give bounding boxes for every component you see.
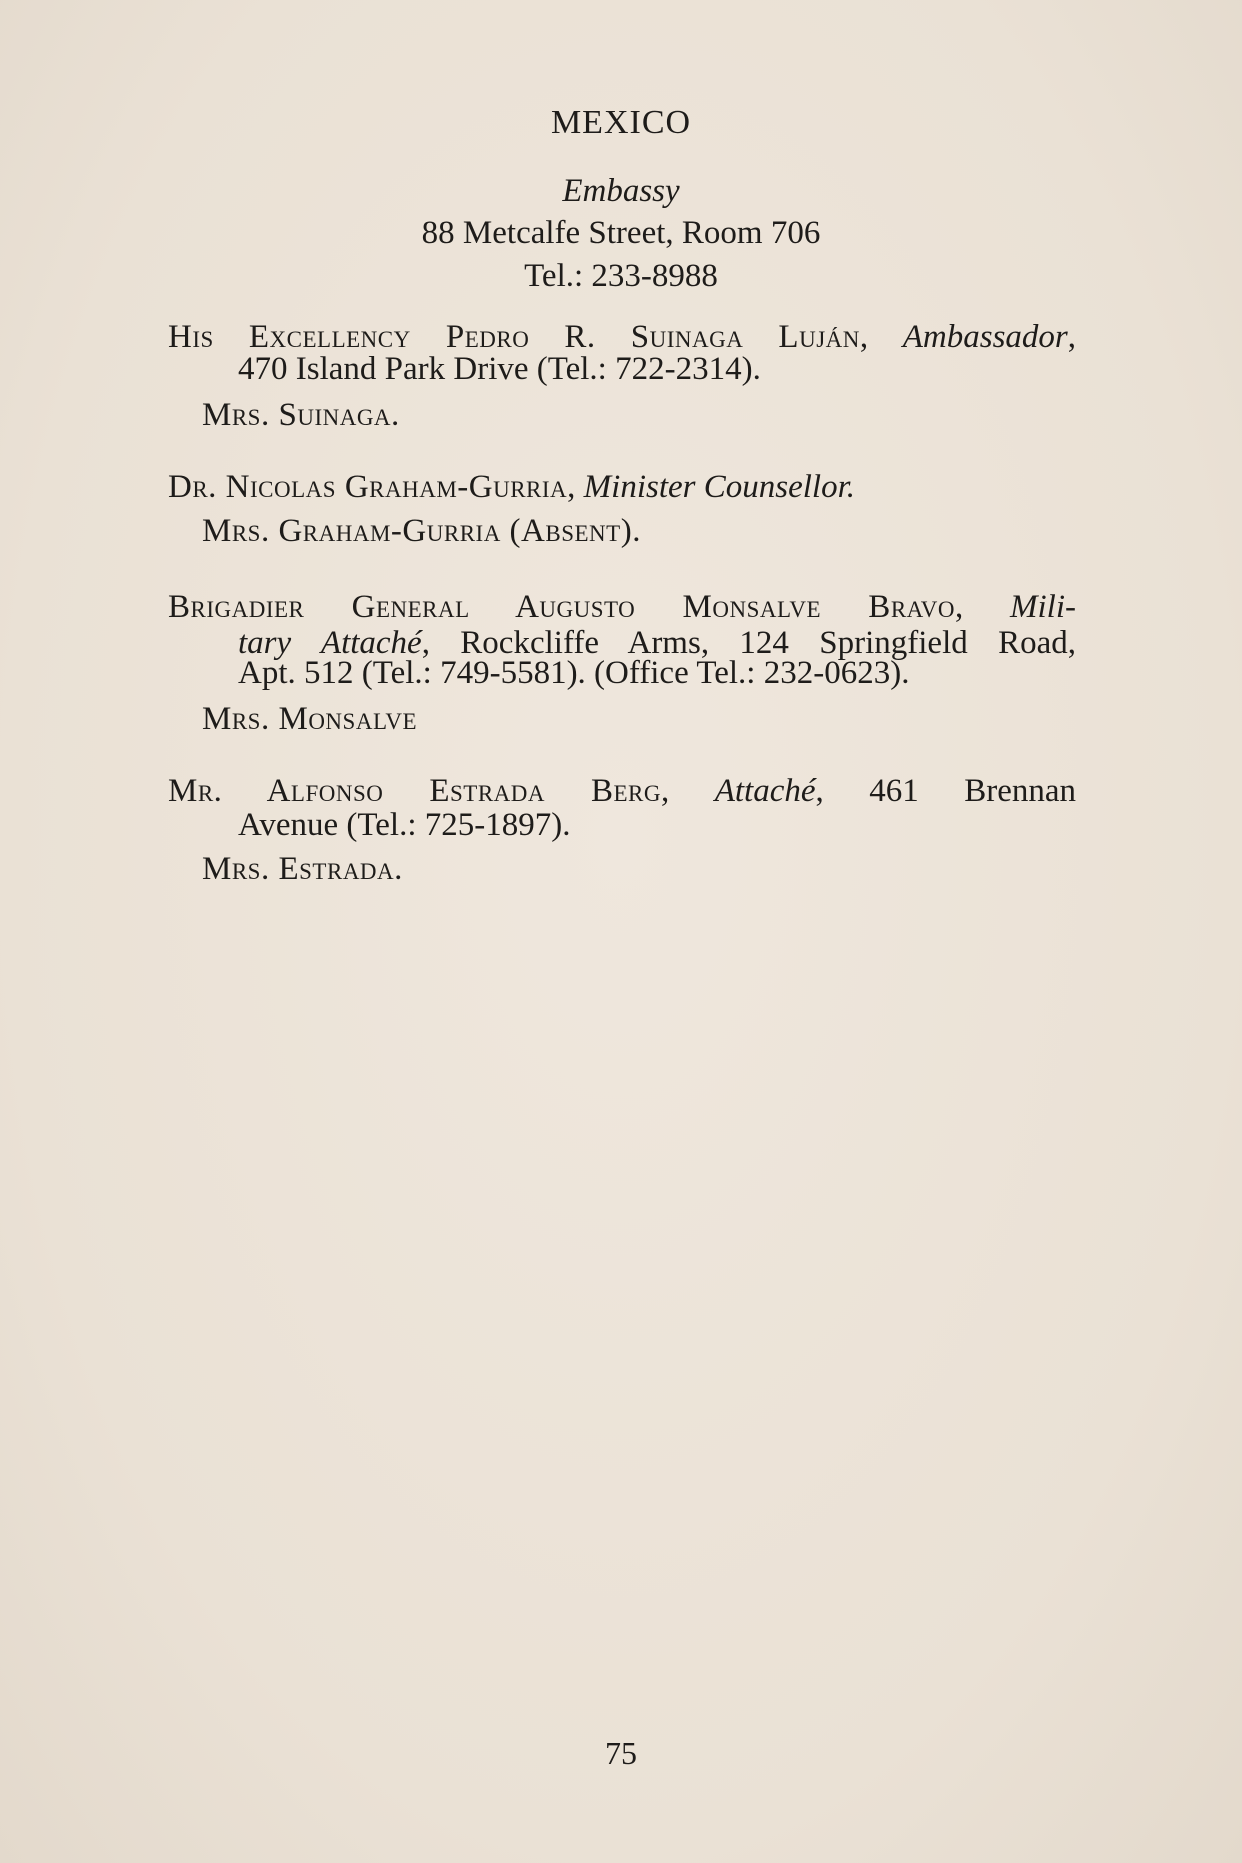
entry-line (168, 772, 1076, 810)
entry-spouse: Mrs. Suinaga. (202, 397, 400, 433)
separator: , (955, 589, 1011, 625)
page-number: 75 (605, 1735, 637, 1771)
entry-minister (168, 468, 855, 506)
separator: , (1067, 319, 1077, 355)
entry-title: Minister Counsellor. (583, 469, 856, 505)
entry-military-attache (168, 588, 1076, 626)
entry-detail: 461 Brennan (869, 773, 1076, 809)
entry-detail: Apt. 512 (Tel.: 749-5581). (Office Tel.: 232-0623). (238, 655, 910, 691)
entry-name: Brigadier General Augusto Monsalve Bravo (168, 589, 956, 625)
country-heading: MEXICO (550, 104, 692, 141)
entry-attache (168, 772, 1076, 810)
separator: , (815, 773, 870, 809)
entry-name: Dr. Nicolas Graham-Gurria (168, 469, 568, 505)
entry-title: tary Attaché (238, 625, 422, 661)
entry-name: His Excellency Pedro R. Suinaga Luján (168, 319, 860, 355)
entry-spouse: Mrs. Estrada. (202, 851, 403, 887)
entry-title: Attaché (714, 773, 816, 809)
separator: , (567, 469, 584, 505)
separator: , (661, 773, 715, 809)
section-heading: Embassy (562, 173, 680, 209)
entry-line (168, 588, 1076, 626)
embassy-address: 88 Metcalfe Street, Room 706 (421, 215, 821, 251)
entry-name: Mr. Alfonso Estrada Berg (168, 773, 661, 809)
entry-detail: Avenue (Tel.: 725-1897). (238, 807, 571, 843)
separator: , (421, 625, 461, 661)
entry-title: Mili- (1010, 589, 1076, 625)
entry-spouse: Mrs. Monsalve (202, 701, 418, 737)
entry-detail: Rockcliffe Arms, 124 Springfield Road, (460, 625, 1076, 661)
entry-spouse: Mrs. Graham-Gurria (Absent). (202, 513, 641, 549)
entry-detail: 470 Island Park Drive (Tel.: 722-2314). (238, 351, 761, 387)
embassy-telephone: Tel.: 233-8988 (524, 258, 718, 294)
separator: , (859, 319, 903, 355)
entry-title: Ambassador (902, 319, 1068, 355)
